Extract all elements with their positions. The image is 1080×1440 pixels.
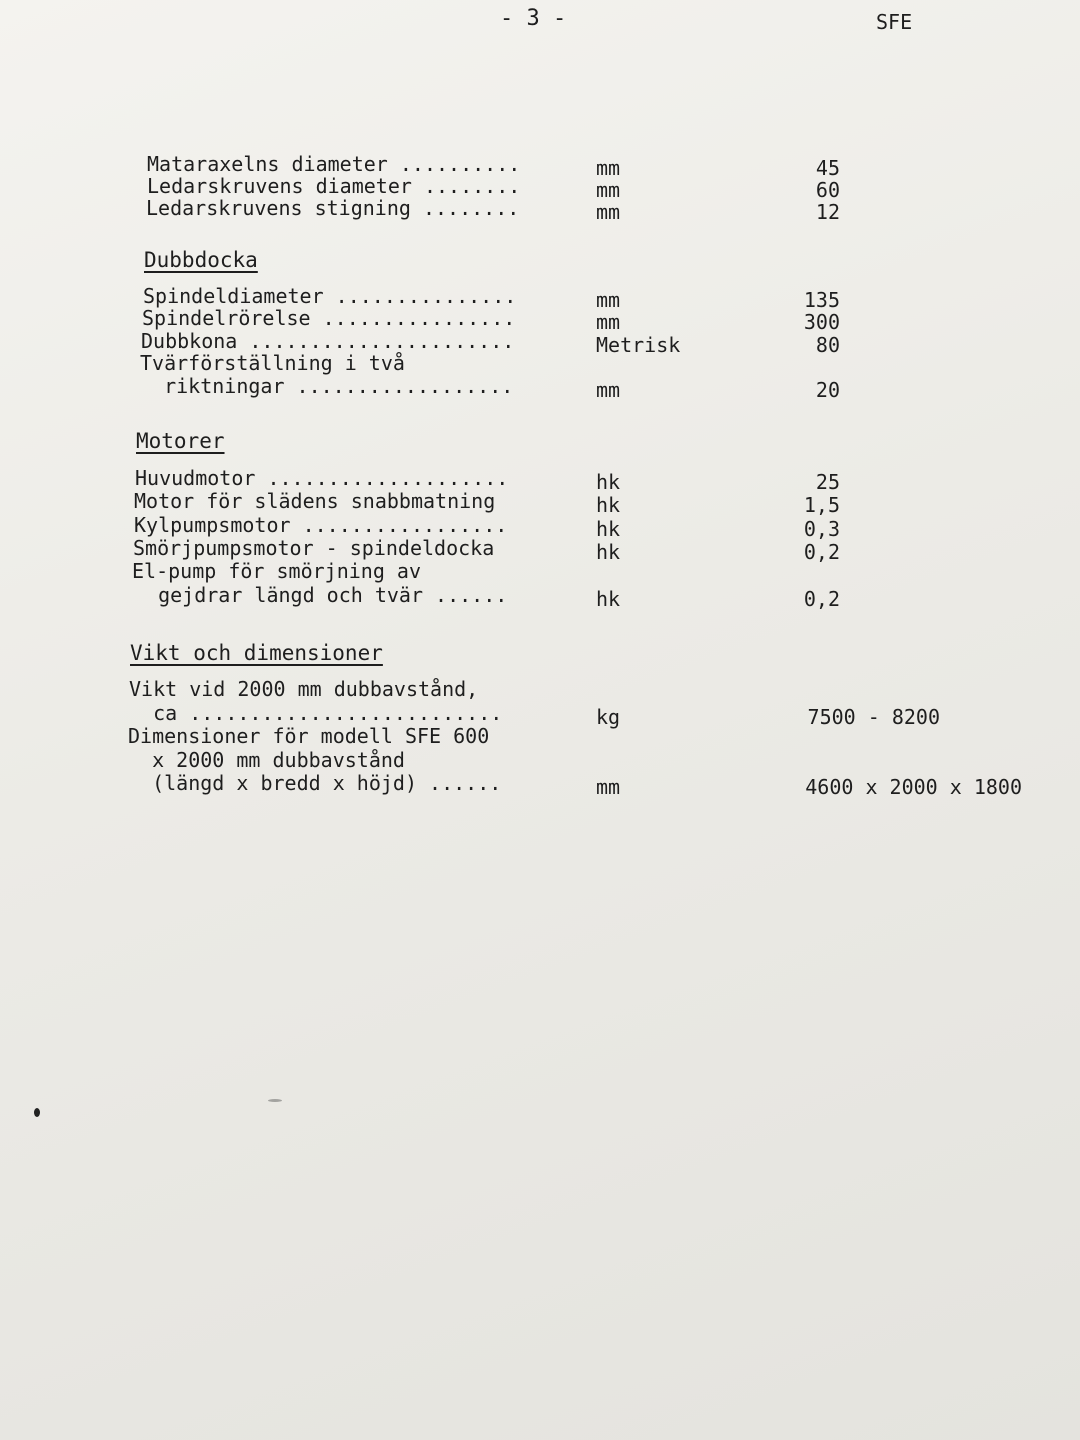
spec-unit: hk bbox=[596, 587, 621, 611]
spec-value: 20 bbox=[815, 378, 840, 402]
spec-value: 4600 x 2000 x 1800 bbox=[805, 775, 1022, 799]
spec-value: 0,2 bbox=[803, 540, 840, 564]
section-heading-motors: Motorer bbox=[136, 429, 225, 453]
spec-label: Dimensioner för modell SFE 600 bbox=[128, 724, 490, 748]
spec-unit: mm bbox=[596, 310, 621, 334]
spec-unit: mm bbox=[596, 378, 621, 402]
spec-unit: mm bbox=[596, 775, 621, 799]
paper-speck bbox=[268, 1099, 282, 1102]
spec-label: Huvudmotor .................... bbox=[135, 466, 509, 490]
page-number: - 3 - bbox=[500, 6, 567, 31]
spec-unit: mm bbox=[596, 200, 621, 224]
spec-value: 45 bbox=[815, 156, 840, 180]
spec-label: Ledarskruvens stigning ........ bbox=[146, 196, 520, 220]
spec-label: ca .......................... bbox=[129, 701, 503, 725]
spec-value: 25 bbox=[815, 470, 840, 494]
spec-row bbox=[0, 489, 1080, 515]
spec-unit: kg bbox=[596, 705, 621, 729]
spec-row bbox=[0, 583, 1080, 609]
spec-label: gejdrar längd och tvär ...... bbox=[134, 583, 508, 607]
spec-row bbox=[0, 771, 1080, 797]
spec-value: 0,2 bbox=[803, 587, 840, 611]
spec-unit: hk bbox=[596, 493, 621, 517]
spec-label: Kylpumpsmotor ................. bbox=[134, 513, 508, 537]
spec-label: riktningar .................. bbox=[140, 374, 514, 398]
spec-value: 80 bbox=[815, 333, 840, 357]
spec-unit: hk bbox=[596, 517, 621, 541]
spec-unit: mm bbox=[596, 156, 621, 180]
spec-row bbox=[0, 374, 1080, 400]
spec-unit: mm bbox=[596, 288, 621, 312]
document-code: SFE bbox=[876, 10, 913, 34]
spec-label: El-pump för smörjning av bbox=[132, 559, 421, 583]
spec-value: 7500 - 8200 bbox=[807, 705, 940, 729]
spec-label: Vikt vid 2000 mm dubbavstånd, bbox=[129, 677, 479, 701]
spec-label: Spindelrörelse ................ bbox=[142, 306, 516, 330]
paper-speck bbox=[34, 1108, 40, 1117]
spec-label: Tvärförställning i två bbox=[140, 351, 405, 375]
section-heading-tailstock: Dubbdocka bbox=[144, 248, 258, 272]
spec-label: (längd x bredd x höjd) ...... bbox=[128, 771, 502, 795]
spec-label: Ledarskruvens diameter ........ bbox=[147, 174, 521, 198]
spec-label: Spindeldiameter ............... bbox=[143, 284, 517, 308]
spec-value: 0,3 bbox=[803, 517, 840, 541]
spec-label: Motor för slädens snabbmatning bbox=[134, 489, 496, 513]
spec-row bbox=[0, 724, 1080, 750]
spec-unit: Metrisk bbox=[596, 333, 681, 357]
spec-value: 300 bbox=[803, 310, 840, 334]
section-heading-weight: Vikt och dimensioner bbox=[130, 641, 383, 665]
spec-label: x 2000 mm dubbavstånd bbox=[128, 748, 405, 772]
spec-label: Dubbkona ...................... bbox=[141, 329, 515, 353]
spec-label: Mataraxelns diameter .......... bbox=[147, 152, 521, 176]
spec-unit: hk bbox=[596, 470, 621, 494]
spec-value: 1,5 bbox=[803, 493, 840, 517]
spec-unit: mm bbox=[596, 178, 621, 202]
spec-row bbox=[0, 196, 1080, 222]
spec-unit: hk bbox=[596, 540, 621, 564]
spec-value: 60 bbox=[815, 178, 840, 202]
spec-row bbox=[0, 559, 1080, 585]
spec-label: Smörjpumpsmotor - spindeldocka bbox=[133, 536, 495, 560]
spec-value: 135 bbox=[803, 288, 840, 312]
spec-value: 12 bbox=[815, 200, 840, 224]
spec-row bbox=[0, 677, 1080, 703]
